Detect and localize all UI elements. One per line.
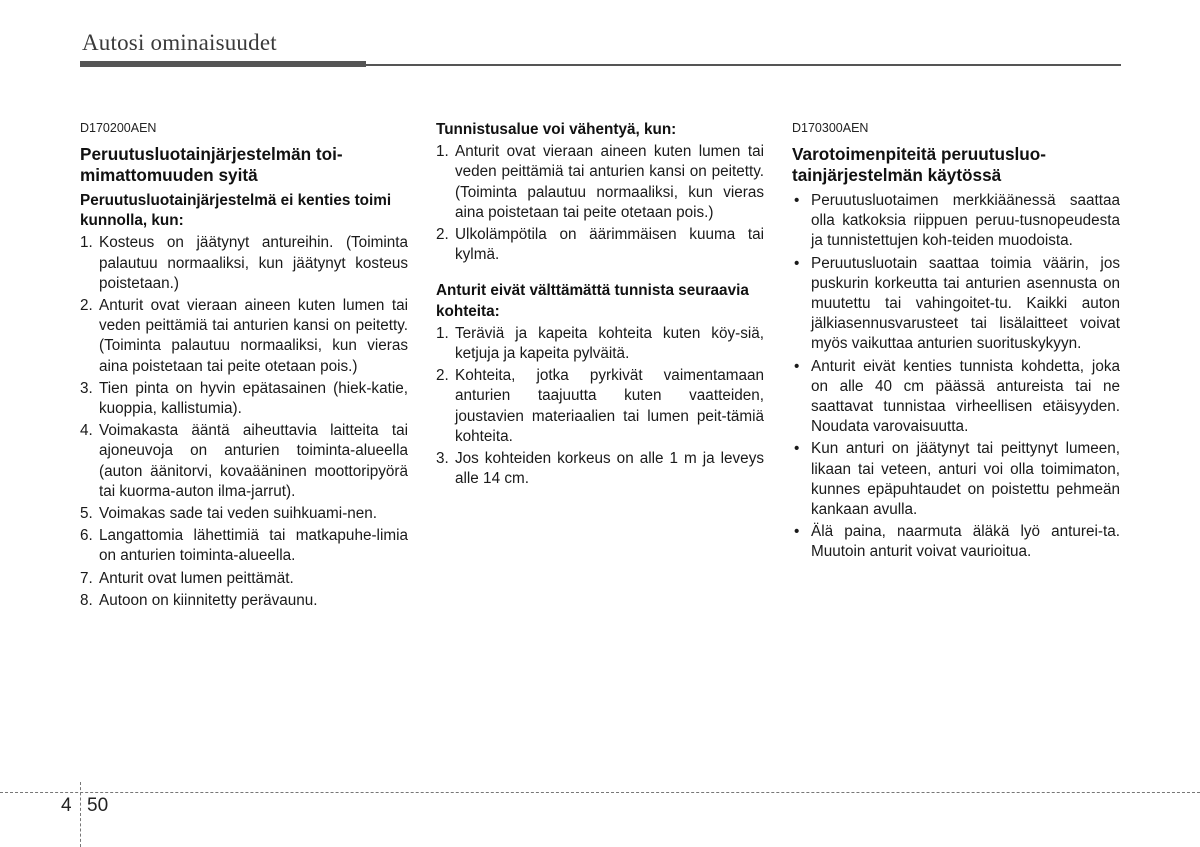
item-number: 2. bbox=[436, 226, 449, 244]
item-text: Autoon on kiinnitetty perävaunu. bbox=[99, 591, 318, 609]
bullet-icon: • bbox=[794, 254, 800, 272]
item-number: 6. bbox=[80, 527, 93, 545]
bullet-icon: • bbox=[794, 523, 800, 541]
list-item bbox=[80, 591, 408, 611]
column-2 bbox=[436, 120, 764, 491]
list-item bbox=[80, 504, 408, 524]
item-number: 8. bbox=[80, 591, 93, 609]
column-3 bbox=[792, 120, 1120, 565]
item-text: Kohteita, jotka pyrkivät vaimentamaan anturien taajuutta kuten vaatteiden, joustavien materiaalien tai lumen peit-tämiä kohteita. bbox=[455, 367, 764, 445]
bullet-icon: • bbox=[794, 357, 800, 375]
page-number: 50 bbox=[87, 795, 109, 816]
item-number: 7. bbox=[80, 569, 93, 587]
item-text: Voimakasta ääntä aiheuttavia laitteita tai ajoneuvoja on anturien toiminta-alueella (auton äänitorvi, kovaääninen moottoripyörä tai kuorma-auton ilma-jarrut). bbox=[99, 422, 408, 500]
item-number: 3. bbox=[80, 379, 93, 397]
list-item bbox=[792, 254, 1120, 355]
list-item bbox=[80, 296, 408, 377]
item-text: Ulkolämpötila on äärimmäisen kuuma tai kylmä. bbox=[455, 226, 764, 264]
item-text: Jos kohteiden korkeus on alle 1 m ja leveys alle 14 cm. bbox=[455, 450, 764, 488]
precaution-list bbox=[792, 191, 1120, 563]
footer-dashed-rule bbox=[0, 792, 1200, 793]
column-1 bbox=[80, 120, 408, 613]
list-item bbox=[792, 439, 1120, 520]
undetected-objects-heading: Anturit eivät välttämättä tunnista seuraavia kohteita: bbox=[436, 282, 749, 320]
item-number: 1. bbox=[80, 234, 93, 252]
list-item bbox=[80, 569, 408, 589]
section-heading: Peruutusluotainjärjestelmän toi- mimattomuuden syitä bbox=[80, 144, 343, 185]
page-header-title: Autosi ominaisuudet bbox=[82, 30, 277, 55]
item-number: 1. bbox=[436, 324, 449, 342]
bullet-icon: • bbox=[794, 440, 800, 458]
item-text: Tien pinta on hyvin epätasainen (hiek-katie, kuoppia, kallistumia). bbox=[99, 379, 408, 418]
item-text: Anturit ovat lumen peittämät. bbox=[99, 569, 294, 587]
item-number: 2. bbox=[436, 367, 449, 385]
undetected-objects-list bbox=[436, 324, 764, 490]
item-number: 5. bbox=[80, 505, 93, 523]
item-text: Teräviä ja kapeita kohteita kuten köy-siä, ketjuja ja kapeita pylväitä. bbox=[455, 324, 764, 363]
section-code: D170300AEN bbox=[792, 121, 869, 135]
item-text: Langattomia lähettimiä tai matkapuhe-limia on anturien toiminta-alueella. bbox=[99, 527, 408, 565]
section-code: D170200AEN bbox=[80, 121, 157, 135]
item-number: 2. bbox=[80, 297, 93, 315]
detection-range-list bbox=[436, 142, 764, 265]
list-item bbox=[792, 191, 1120, 252]
bullet-icon: • bbox=[794, 192, 800, 209]
list-item bbox=[80, 233, 408, 294]
item-number: 4. bbox=[80, 422, 93, 440]
item-text: Peruutusluotaimen merkkiäänessä saattaa olla katkoksia riippuen peruu-tusnopeudesta ja tunnistettujen koh-teiden muodoista. bbox=[811, 192, 1120, 250]
list-item bbox=[436, 225, 764, 265]
item-text: Kun anturi on jäätynyt tai peittynyt lumeen, likaan tai veteen, anturi voi olla toimimaton, kunnes epäpuhtaudet on poistettu pehmeän kankaan avulla. bbox=[811, 440, 1120, 519]
item-number: 1. bbox=[436, 143, 449, 161]
item-text: Älä paina, naarmuta äläkä lyö anturei-ta. Muutoin anturit voivat vaurioitua. bbox=[811, 523, 1120, 561]
chapter-number: 4 bbox=[61, 795, 72, 816]
list-item bbox=[436, 366, 764, 447]
header-bar bbox=[80, 61, 366, 67]
list-item bbox=[80, 379, 408, 419]
item-text: Anturit eivät kenties tunnista kohdetta, joka on alle 40 cm päässä antureista tai ne saattavat tunnistaa virheellisen etäisyyden. Noudata varovaisuutta. bbox=[811, 357, 1120, 436]
item-number: 3. bbox=[436, 450, 449, 468]
list-item bbox=[792, 522, 1120, 562]
footer-dashed-divider bbox=[80, 782, 81, 847]
section-subheading: Peruutusluotainjärjestelmä ei kenties toimi kunnolla, kun: bbox=[80, 192, 392, 230]
section-heading: Varotoimenpiteitä peruutusluo- tainjärjestelmän käytössä bbox=[792, 144, 1047, 185]
item-text: Anturit ovat vieraan aineen kuten lumen tai veden peittämiä tai anturien kansi on peitetty. (Toiminta palautuu normaaliksi, kun vieras aina poistetaan tai peite otetaan pois.) bbox=[99, 297, 408, 375]
item-text: Anturit ovat vieraan aineen kuten lumen tai veden peittämiä tai anturien kansi on peitetty. (Toiminta palautuu normaaliksi, kun vieras aina poistetaan tai peite otetaan pois.) bbox=[455, 143, 764, 221]
item-text: Voimakas sade tai veden suihkuami-nen. bbox=[99, 505, 378, 523]
list-item bbox=[792, 357, 1120, 438]
list-item bbox=[436, 324, 764, 364]
header-rule bbox=[366, 64, 1121, 66]
detection-range-heading: Tunnistusalue voi vähentyä, kun: bbox=[436, 121, 677, 138]
list-item bbox=[80, 421, 408, 502]
item-text: Peruutusluotain saattaa toimia väärin, jos puskurin korkeutta tai anturien asennusta on muutettu tai vahingoitet-tu. Kaikki auton jälkiasennusvarusteet tai lisälaitteet voivat myös vaikuttaa anturien suorituskykyyn. bbox=[811, 254, 1120, 353]
list-item bbox=[436, 142, 764, 223]
list-item bbox=[436, 449, 764, 489]
item-text: Kosteus on jäätynyt antureihin. (Toiminta palautuu normaaliksi, kun jäätynyt kosteus poistetaan.) bbox=[99, 234, 408, 292]
cause-list bbox=[80, 233, 408, 611]
list-item bbox=[80, 526, 408, 566]
